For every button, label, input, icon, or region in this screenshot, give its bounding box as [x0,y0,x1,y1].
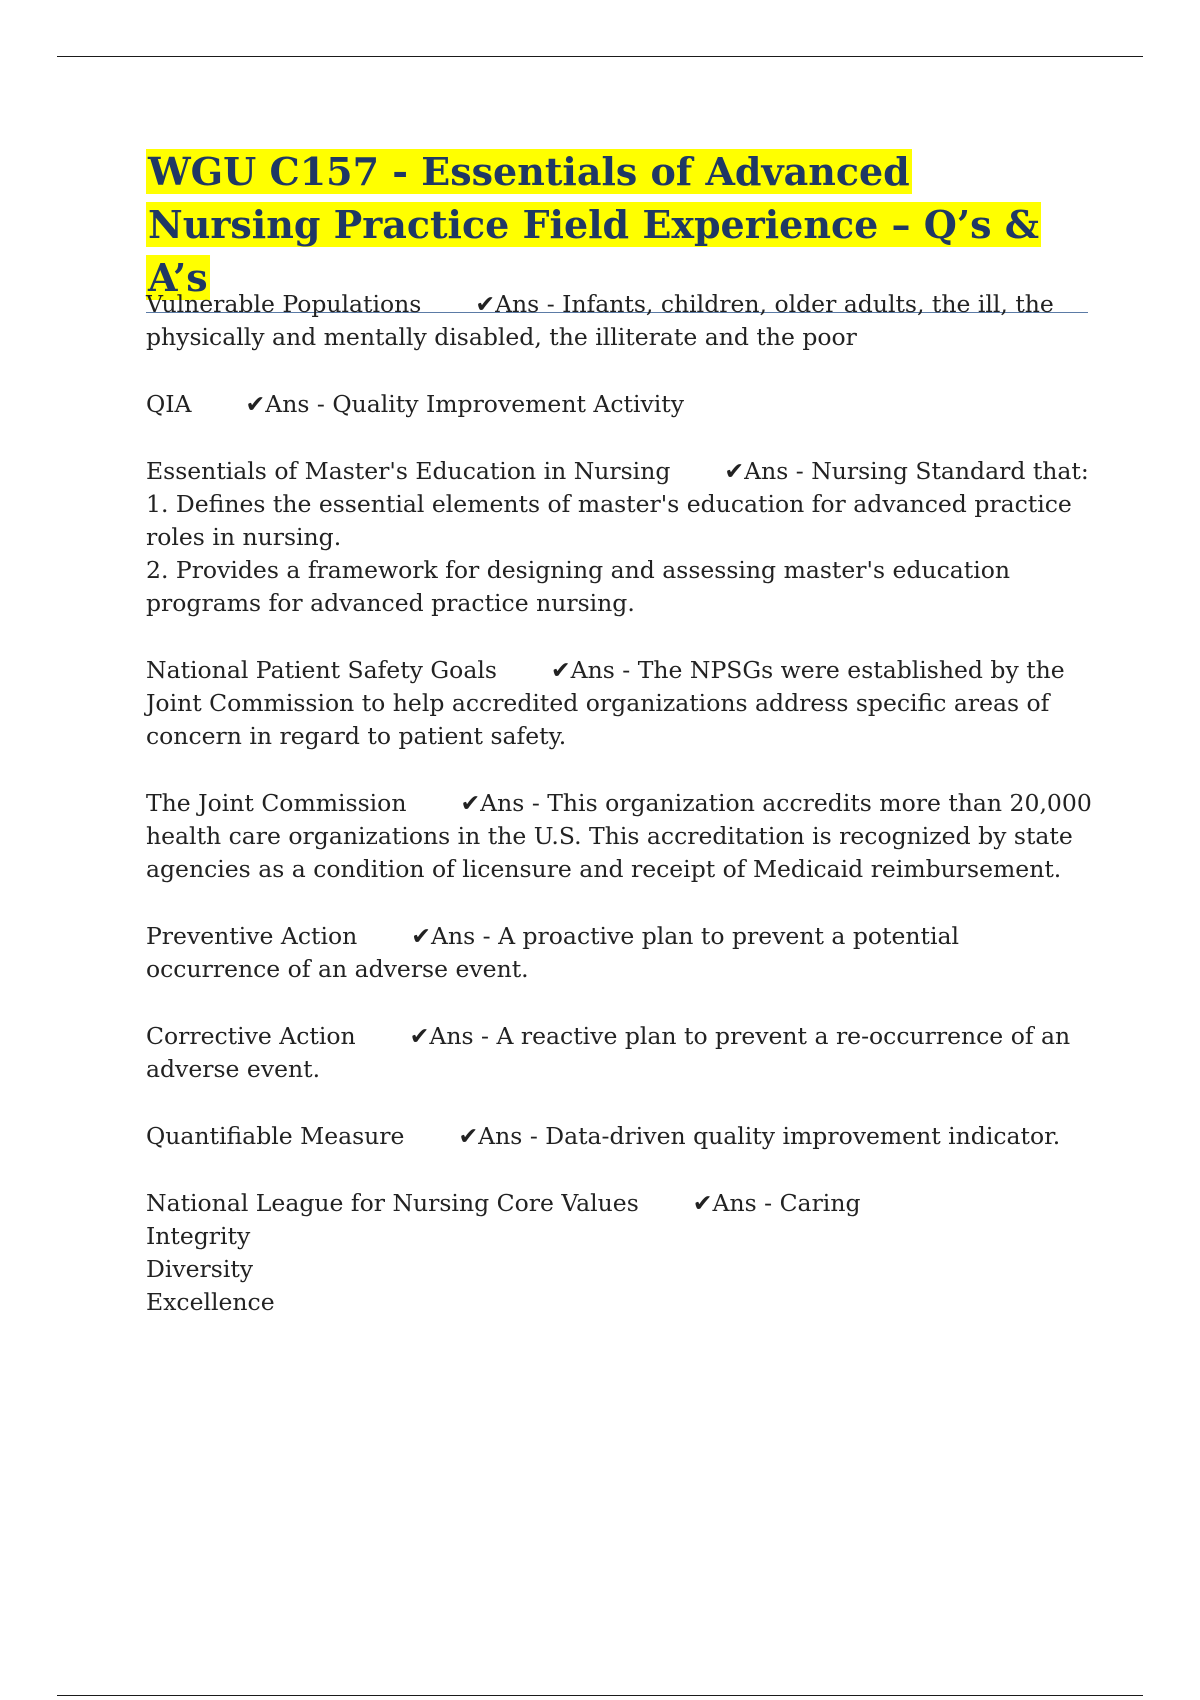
qa-answer: Data-driven quality improvement indicator. [545,1122,1061,1150]
answer-label: Ans [429,1022,474,1050]
answer-separator: - [529,1122,538,1150]
qa-answer: A proactive plan to prevent a potential occurrence of an adverse event. [146,922,967,983]
answer-label: Ans [712,1189,757,1217]
qa-item-7 [146,1020,1094,1086]
qa-item-5 [146,787,1100,886]
qa-term: The Joint Commission [146,789,407,817]
answer-label: Ans [744,457,789,485]
answer-label: Ans [265,390,310,418]
qa-answer: The NPSGs were established by the Joint Commission to help accredited organizations address specific areas of concern in regard to patient safety. [146,656,1073,750]
qa-item-1 [146,288,1094,354]
check-icon: ✔ [245,390,266,418]
top-rule [57,56,1143,57]
qa-answer: Nursing Standard that: [811,457,1089,485]
qa-term: Preventive Action [146,922,358,950]
qa-term: Quantifiable Measure [146,1122,405,1150]
qa-answer-line: Integrity [146,1222,251,1250]
qa-term: Essentials of Master's Education in Nursing [146,457,671,485]
answer-label: Ans [495,290,540,318]
qa-item-8 [146,1120,1094,1153]
check-icon: ✔ [550,656,571,684]
check-icon: ✔ [409,1022,430,1050]
qa-item-2 [146,388,1094,421]
bottom-rule [57,1695,1143,1696]
check-icon: ✔ [460,789,481,817]
qa-answer: This organization accredits more than 20,000 health care organizations in the U.S. This accreditation is recognized by state agencies as a condition of licensure and receipt of Medicaid reimbursement. [146,789,1100,883]
answer-separator: - [622,656,631,684]
answer-label: Ans [478,1122,523,1150]
qa-answer: Infants, children, older adults, the ill, the physically and mentally disabled, the illiterate and the poor [146,290,1062,351]
answer-label: Ans [430,922,476,950]
qa-term: National Patient Safety Goals [146,656,497,684]
qa-answer-line: 2. Provides a framework for designing and assessing master's education programs for advanced practice nursing. [146,556,1018,617]
page-title-highlight: WGU C157 - Essentials of Advanced Nursing Practice Field Experience – Q’s & A’s [148,149,1040,300]
page-title [146,145,1088,304]
qa-item-6 [146,920,1094,986]
qa-item-9 [146,1187,1094,1319]
qa-term: Vulnerable Populations [146,290,422,318]
answer-separator: - [481,1022,489,1050]
qa-answer: Quality Improvement Activity [332,390,684,418]
answer-separator: - [316,390,325,418]
qa-list [146,288,1100,1353]
qa-answer-line: 1. Defines the essential elements of master's education for advanced practice roles in nursing. [146,490,1080,551]
check-icon: ✔ [458,1122,479,1150]
check-icon: ✔ [411,922,431,950]
qa-term: Corrective Action [146,1022,356,1050]
check-icon: ✔ [475,290,496,318]
qa-answer: A reactive plan to prevent a re-occurrence of an adverse event. [146,1022,1078,1083]
qa-answer: Caring [779,1189,861,1217]
qa-answer-line: Excellence [146,1288,275,1316]
answer-separator: - [764,1189,773,1217]
qa-item-3 [146,455,1094,620]
qa-item-4 [146,654,1094,753]
answer-separator: - [531,789,540,817]
answer-label: Ans [480,789,525,817]
qa-term: QIA [146,390,192,418]
answer-separator: - [546,290,555,318]
check-icon: ✔ [724,457,745,485]
answer-label: Ans [570,656,615,684]
check-icon: ✔ [692,1189,713,1217]
qa-term: National League for Nursing Core Values [146,1189,639,1217]
qa-answer-line: Diversity [146,1255,254,1283]
answer-separator: - [795,457,804,485]
answer-separator: - [482,922,491,950]
